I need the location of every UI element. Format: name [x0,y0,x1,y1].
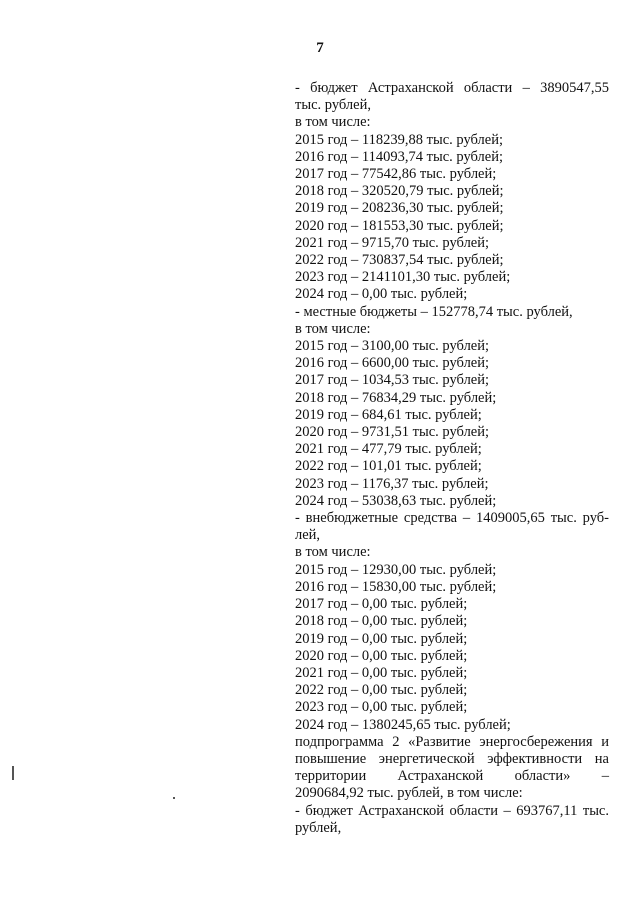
regional-budget-heading: - бюджет Астраханской области – 3890547,55 [295,80,609,96]
regional-budget-heading-cont: тыс. рублей, [295,97,371,114]
year-line: 2022 год – 730837,54 тыс. рублей; [295,252,504,269]
year-line: 2017 год – 1034,53 тыс. рублей; [295,372,490,389]
year-line: 2018 год – 320520,79 тыс. рублей; [295,183,504,200]
including-label: в том числе: [295,114,371,131]
local-budgets-heading: - местные бюджеты – 152778,74 тыс. рублей, [295,303,573,320]
year-line: 2019 год – 208236,30 тыс. рублей; [295,200,504,217]
year-line: 2020 год – 9731,51 тыс. рублей; [295,424,490,441]
year-line: 2017 год – 0,00 тыс. рублей; [295,596,468,613]
year-line: 2023 год – 1176,37 тыс. рублей; [295,475,489,492]
subprogram-line: рублей, [295,819,342,836]
year-line: 2023 год – 0,00 тыс. рублей; [295,699,468,716]
subprogram-line: - бюджет Астраханской области – 693767,11 тыс. [295,802,609,819]
year-line: 2024 год – 0,00 тыс. рублей; [295,286,468,303]
year-line: 2019 год – 684,61 тыс. рублей; [295,406,482,423]
year-line: 2018 год – 76834,29 тыс. рублей; [295,389,497,406]
year-line: 2015 год – 3100,00 тыс. рублей; [295,338,490,355]
year-line: 2015 год – 118239,88 тыс. рублей; [295,131,503,148]
year-line: 2016 год – 114093,74 тыс. рублей; [295,148,503,165]
year-line: 2016 год – 15830,00 тыс. рублей; [295,578,497,595]
year-line: 2020 год – 181553,30 тыс. рублей; [295,217,504,234]
subprogram-line: 2090684,92 тыс. рублей, в том числе: [295,785,523,802]
year-line: 2023 год – 2141101,30 тыс. рублей; [295,269,511,286]
page-number: 7 [316,40,324,56]
year-line: 2024 год – 53038,63 тыс. рублей; [295,492,497,509]
year-line: 2021 год – 477,79 тыс. рублей; [295,441,482,458]
subprogram-2-paragraph [295,734,609,837]
including-label: в том числе: [295,320,371,337]
year-line: 2018 год – 0,00 тыс. рублей; [295,613,468,630]
year-line: 2022 год – 0,00 тыс. рублей; [295,682,468,699]
year-line: 2024 год – 1380245,65 тыс. рублей; [295,716,511,733]
funding-text-block [295,80,609,837]
year-line: 2016 год – 6600,00 тыс. рублей; [295,355,490,372]
subprogram-line: подпрограмма 2 «Развитие энергосбережения и [295,733,609,750]
year-line: 2020 год – 0,00 тыс. рублей; [295,647,468,664]
year-line: 2017 год – 77542,86 тыс. рублей; [295,166,497,183]
regional-budget-year-list [295,132,609,304]
year-line: 2022 год – 101,01 тыс. рублей; [295,458,482,475]
subprogram-line: территории Астраханской области» – [295,768,609,785]
offbudget-year-list [295,562,609,734]
year-line: 2021 год – 9715,70 тыс. рублей; [295,234,490,251]
year-line: 2019 год – 0,00 тыс. рублей; [295,630,468,647]
year-line: 2021 год – 0,00 тыс. рублей; [295,664,468,681]
offbudget-heading: - внебюджетные средства – 1409005,65 тыс. руб- [295,510,609,527]
local-budgets-year-list [295,338,609,510]
subprogram-line: повышение энергетической эффективности на [295,750,609,767]
scan-artifact-mark [12,766,14,780]
including-label: в том числе: [295,544,371,561]
offbudget-heading-cont: лей, [295,527,321,544]
year-line: 2015 год – 12930,00 тыс. рублей; [295,561,497,578]
scan-artifact-dot [173,797,175,799]
